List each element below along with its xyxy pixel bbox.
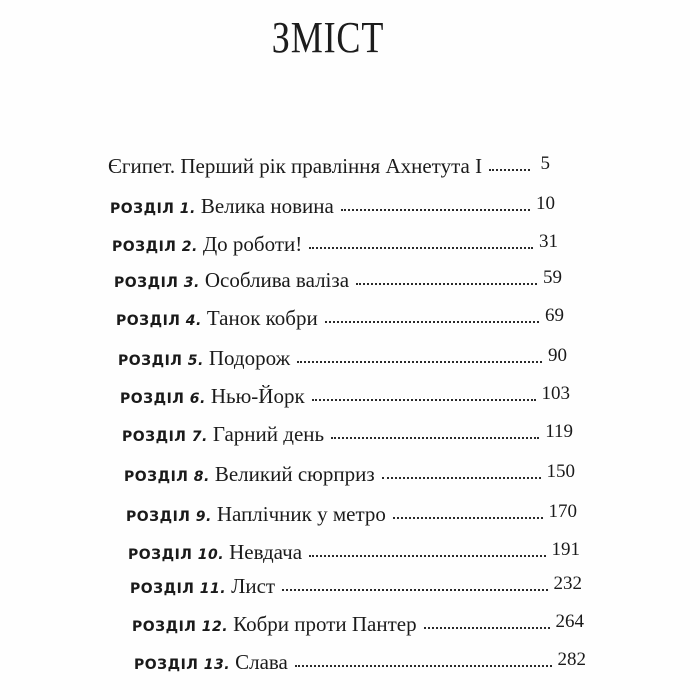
toc-entry-chapter-3[interactable]: [114, 268, 562, 298]
chapter-label: РОЗДІЛ 3.: [114, 275, 200, 291]
chapter-label: РОЗДІЛ 13.: [134, 657, 231, 673]
entry-title: Велика новина: [200, 194, 334, 218]
dot-leader: [295, 665, 552, 667]
entry-title: Великий сюрприз: [214, 462, 375, 486]
page-number: 90: [548, 345, 567, 366]
dot-leader: [331, 437, 539, 439]
entry-title: Кобри проти Пантер: [233, 612, 417, 636]
chapter-label: РОЗДІЛ 5.: [118, 353, 204, 369]
dot-leader: [325, 321, 539, 323]
toc-entry-chapter-2[interactable]: [112, 232, 558, 262]
chapter-label: РОЗДІЛ 4.: [116, 313, 202, 329]
entry-title: Слава: [235, 650, 288, 674]
entry-title: Наплічник у метро: [216, 502, 386, 526]
page-number: 31: [539, 231, 558, 252]
chapter-label: РОЗДІЛ 1.: [110, 201, 196, 217]
dot-leader: [297, 361, 542, 363]
page-number: 170: [548, 501, 577, 522]
entry-title: Танок кобри: [206, 306, 318, 330]
page-title: ЗМІСТ: [271, 13, 385, 62]
toc-entry-chapter-13[interactable]: [134, 650, 586, 680]
chapter-label: РОЗДІЛ 9.: [126, 509, 212, 525]
dot-leader: [489, 169, 530, 171]
toc-entry-chapter-12[interactable]: [132, 612, 584, 642]
dot-leader: [341, 209, 530, 211]
entry-title: Єгипет. Перший рік правління Ахнетута І: [108, 154, 483, 178]
toc-entry-prologue[interactable]: [108, 154, 550, 184]
toc-entry-chapter-8[interactable]: [124, 462, 575, 492]
page-number: 103: [541, 383, 570, 404]
toc-entry-chapter-1[interactable]: [110, 194, 555, 224]
page-number: 10: [536, 193, 555, 214]
entry-title: Лист: [231, 574, 276, 598]
dot-leader: [356, 283, 537, 285]
page-number: 282: [557, 649, 586, 670]
chapter-label: РОЗДІЛ 7.: [122, 429, 208, 445]
page-number: 191: [551, 539, 580, 560]
toc-entry-chapter-5[interactable]: [118, 346, 567, 376]
chapter-label: РОЗДІЛ 12.: [132, 619, 229, 635]
chapter-label: РОЗДІЛ 10.: [128, 547, 225, 563]
entry-title: Гарний день: [212, 422, 325, 446]
chapter-label: РОЗДІЛ 11.: [130, 581, 227, 597]
toc-entry-chapter-4[interactable]: [116, 306, 564, 336]
entry-title: Подорож: [208, 346, 291, 370]
toc-entry-chapter-7[interactable]: [122, 422, 573, 452]
dot-leader: [309, 247, 533, 249]
dot-leader: [382, 477, 541, 479]
entry-title: Нью-Йорк: [210, 384, 305, 408]
dot-leader: [393, 517, 543, 519]
chapter-label: РОЗДІЛ 6.: [120, 391, 206, 407]
page-number: 232: [553, 573, 582, 594]
page-number: 69: [545, 305, 564, 326]
toc-entry-chapter-9[interactable]: [126, 502, 577, 532]
dot-leader: [424, 627, 550, 629]
page-number: 119: [545, 421, 573, 442]
page-number: 5: [540, 153, 550, 174]
toc-entry-chapter-10[interactable]: [128, 540, 580, 570]
page-number: 59: [543, 267, 562, 288]
dot-leader: [312, 399, 536, 401]
dot-leader: [282, 589, 547, 591]
entry-title: Невдача: [229, 540, 303, 564]
page-number: 264: [555, 611, 584, 632]
dot-leader: [309, 555, 545, 557]
entry-title: До роботи!: [202, 232, 303, 256]
entry-title: Особлива валіза: [204, 268, 350, 292]
chapter-label: РОЗДІЛ 8.: [124, 469, 210, 485]
page-number: 150: [546, 461, 575, 482]
chapter-label: РОЗДІЛ 2.: [112, 239, 198, 255]
toc-entry-chapter-6[interactable]: [120, 384, 570, 414]
toc-entry-chapter-11[interactable]: [130, 574, 582, 604]
